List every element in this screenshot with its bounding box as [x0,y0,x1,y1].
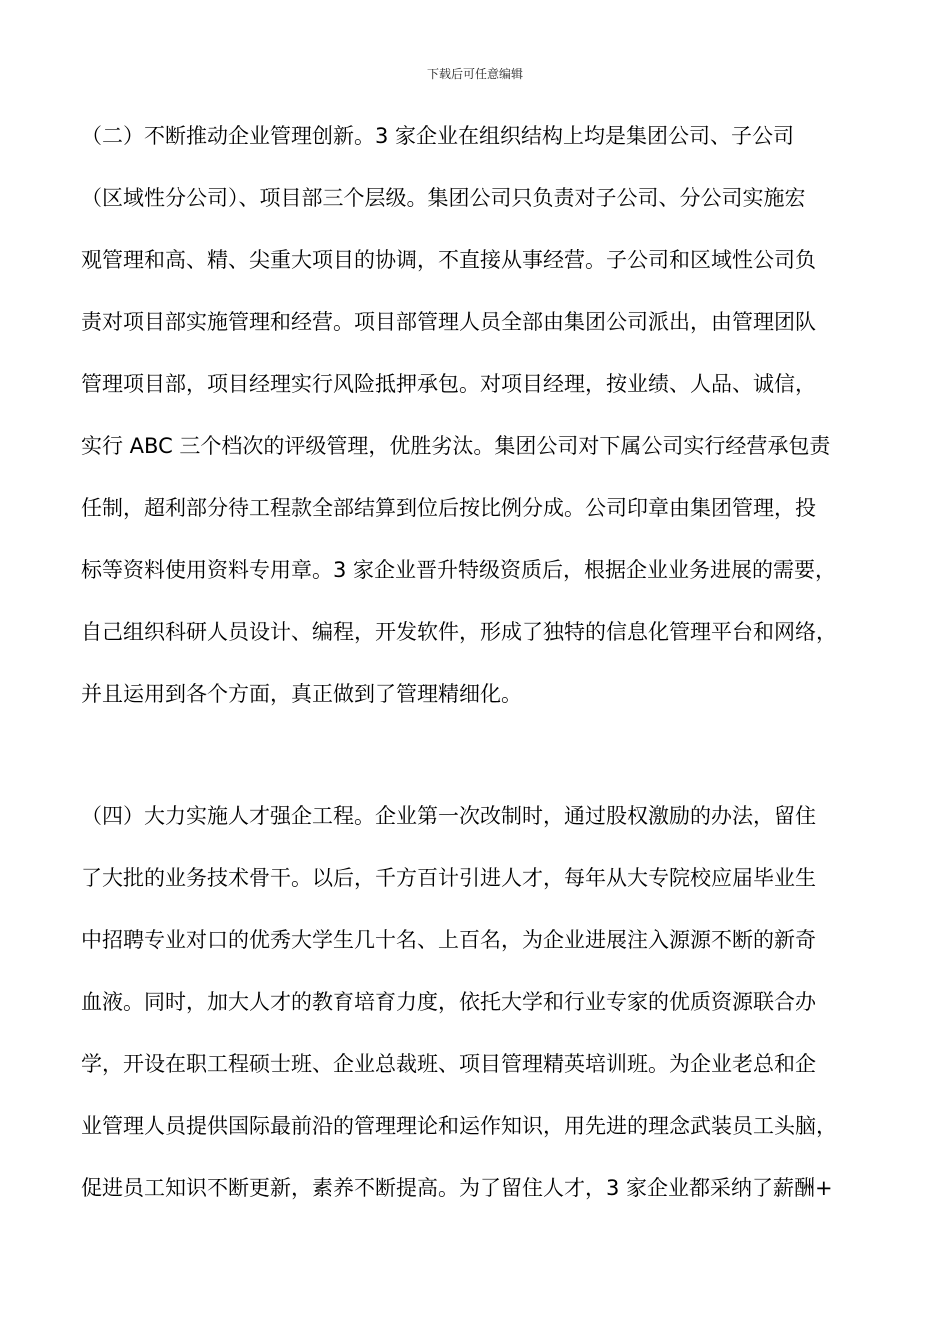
text-line: 责对项目部实施管理和经营。项目部管理人员全部由集团公司派出，由管理团队 [81,310,816,334]
text-line: 学，开设在职工程硕士班、企业总裁班、项目管理精英培训班。为企业老总和企 [81,1052,816,1076]
text-line: （二）不断推动企业管理创新。3 家企业在组织结构上均是集团公司、子公司 [81,124,795,148]
paragraph-talent-strategy [81,785,881,1219]
text-line: 中招聘专业对口的优秀大学生几十名、上百名，为企业进展注入源源不断的新奇 [81,928,816,952]
page-header: 下载后可任意编辑 [426,67,523,81]
text-line: 实行 ABC 三个档次的评级管理，优胜劣汰。集团公司对下属公司实行经营承包责 [81,434,831,458]
text-line: （四）大力实施人才强企工程。企业第一次改制时，通过股权激励的办法，留住 [81,804,816,828]
text-line: 血液。同时，加大人才的教育培育力度，依托大学和行业专家的优质资源联合办 [81,990,816,1014]
text-line: 促进员工知识不断更新，素养不断提高。为了留住人才，3 家企业都采纳了薪酬+ [81,1176,833,1200]
text-line: 了大批的业务技术骨干。以后，千方百计引进人才，每年从大专院校应届毕业生 [81,866,816,890]
paragraph-management-innovation [81,105,881,725]
text-line: 任制，超利部分待工程款全部结算到位后按比例分成。公司印章由集团管理，投 [81,496,816,520]
text-line: （区域性分公司）、项目部三个层级。集团公司只负责对子公司、分公司实施宏 [81,186,806,210]
text-line: 业管理人员提供国际最前沿的管理理论和运作知识，用先进的理念武装员工头脑， [81,1114,837,1138]
text-line: 自己组织科研人员设计、编程，开发软件，形成了独特的信息化管理平台和网络， [81,620,837,644]
text-line: 并且运用到各个方面，真正做到了管理精细化。 [81,682,522,706]
text-line: 观管理和高、精、尖重大项目的协调，不直接从事经营。子公司和区域性公司负 [81,248,816,272]
text-line: 标等资料使用资料专用章。3 家企业晋升特级资质后，根据企业业务进展的需要， [81,558,837,582]
text-line: 管理项目部，项目经理实行风险抵押承包。对项目经理，按业绩、人品、诚信， [81,372,816,396]
